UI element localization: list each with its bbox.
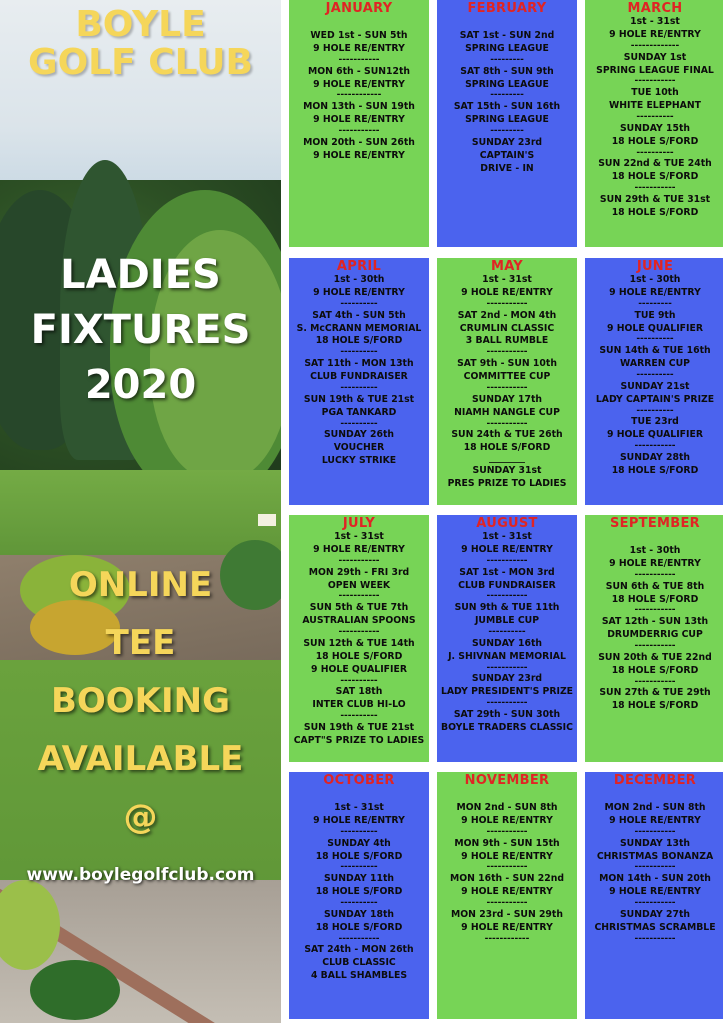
fixture-line: SUNDAY 17th (471, 393, 543, 405)
month-card-january (289, 0, 429, 247)
fixture-separator: ________ (489, 454, 525, 465)
fixture-separator: ----------- (634, 641, 676, 652)
fixture-line: SAT 1st - SUN 2nd (459, 30, 555, 41)
online-booking-line: TEE (105, 623, 176, 663)
fixture-line: MON 6th - SUN12th (307, 65, 411, 77)
online-booking-notice (0, 556, 281, 846)
fixture-line: PGA TANKARD (321, 406, 397, 418)
month-card-december (585, 772, 723, 1019)
fixture-line: SAT 2nd - MON 4th (457, 309, 557, 321)
fixture-line: 9 HOLE RE/ENTRY (609, 557, 701, 569)
fixtures-heading-line: FIXTURES (30, 307, 251, 353)
fixture-line: MON 29th - FRI 3rd (308, 566, 410, 578)
fixture-line: 9 HOLE QUALIFIER (607, 322, 703, 334)
month-card-february (437, 0, 577, 247)
month-card-july (289, 515, 429, 762)
fixture-line: SUN 19th & TUE 21st (303, 721, 415, 733)
fixture-line: SUNDAY 18th (323, 908, 395, 920)
fixture-separator: ---------- (340, 298, 378, 309)
fixture-line: 9 HOLE RE/ENTRY (313, 286, 405, 298)
fixture-line: 9 HOLE RE/ENTRY (313, 42, 405, 54)
fixture-line: SUNDAY 11th (323, 873, 395, 885)
fixture-line: SAT 1st - MON 3rd (459, 566, 555, 578)
fixture-line: SAT 11th - MON 13th (304, 358, 414, 370)
month-title: SEPTEMBER (610, 516, 700, 531)
fixture-line: 9 HOLE RE/ENTRY (461, 921, 553, 933)
fixture-separator: ------------- (630, 40, 680, 51)
month-title: MAY (490, 259, 524, 274)
fixture-list (437, 802, 577, 944)
fixture-line: INTER CLUB HI-LO (312, 699, 406, 711)
fixture-line: MON 9th - SUN 15th (454, 837, 560, 849)
fixture-line: DRIVE - IN (480, 162, 534, 174)
fixture-separator: ----------- (486, 382, 528, 393)
fixture-separator: --------- (490, 90, 524, 101)
fixture-line: 9 HOLE RE/ENTRY (461, 850, 553, 862)
fixture-separator: --------- (490, 126, 524, 137)
fixture-separator: ---------- (340, 675, 378, 686)
fixture-line: SUNDAY 23rd (471, 136, 543, 148)
fixture-line: 18 HOLE S/FORD (611, 171, 699, 183)
month-title: NOVEMBER (464, 773, 550, 788)
fixture-line: SAT 12th - SUN 13th (601, 616, 709, 628)
fixture-line: SPRING LEAGUE (465, 114, 549, 126)
fixture-line: COMMITTEE CUP (463, 371, 551, 383)
fixture-line: 18 HOLE S/FORD (315, 886, 403, 898)
online-booking-line: @ (123, 797, 158, 837)
fixture-line: SUNDAY 31st (472, 464, 542, 476)
fixture-line: 18 HOLE S/FORD (315, 921, 403, 933)
fixture-line: 9 HOLE RE/ENTRY (313, 814, 405, 826)
fixture-line: CRUMLIN CLASSIC (459, 322, 555, 334)
fixture-line: SAT 15th - SUN 16th (453, 101, 561, 113)
fixture-line: SUN 12th & TUE 14th (303, 637, 415, 649)
fixture-line: 3 BALL RUMBLE (465, 335, 549, 347)
fixture-line: 9 HOLE RE/ENTRY (461, 886, 553, 898)
fixture-separator: ------------ (336, 90, 382, 101)
fixture-separator: ---------- (636, 405, 674, 416)
fixture-line: PRES PRIZE TO LADIES (447, 477, 567, 489)
fixture-separator: ----------- (338, 555, 380, 566)
month-card-april (289, 258, 429, 505)
online-booking-line: ONLINE (68, 565, 213, 605)
fixture-line: MON 16th - SUN 22nd (450, 873, 564, 885)
fixture-line: SAT 29th - SUN 30th (453, 709, 561, 721)
month-title: MARCH (627, 1, 683, 16)
fixture-separator: ---------- (340, 418, 378, 429)
fixture-line: 1st - 31st (334, 531, 384, 542)
fixture-separator: ----------- (634, 933, 676, 944)
fixture-line: 9 HOLE RE/ENTRY (461, 543, 553, 555)
fixture-list (585, 545, 723, 713)
fixture-line: MON 23rd - SUN 29th (451, 908, 563, 920)
fixture-list (289, 274, 429, 468)
fixtures-heading-line: LADIES (60, 252, 221, 298)
fixture-line: SAT 9th - SUN 10th (457, 358, 557, 370)
fixture-separator: ----------- (338, 126, 380, 137)
fixture-line: 1st - 31st (482, 531, 532, 542)
fixture-separator: ---------- (340, 898, 378, 909)
fixture-separator: ----------- (634, 569, 676, 580)
fixture-line: JUMBLE CUP (474, 615, 540, 627)
fixture-line: 1st - 31st (334, 802, 384, 813)
fixture-line: MON 14th - SUN 20th (599, 873, 711, 885)
month-card-august (437, 515, 577, 762)
fixture-line: SPRING LEAGUE FINAL (596, 64, 714, 76)
fixture-line: SPRING LEAGUE (465, 42, 549, 54)
fixture-separator: ----------- (486, 298, 528, 309)
fixture-line: TUE 10th (631, 87, 679, 99)
course-sign (258, 514, 276, 526)
fixture-line: 9 HOLE QUALIFIER (607, 429, 703, 441)
fixture-line: SUN 27th & TUE 29th (599, 687, 711, 699)
fixture-line: SUN 29th & TUE 31st (599, 194, 711, 206)
fixture-list (437, 30, 577, 176)
fixture-separator: ---------- (636, 334, 674, 345)
golf-course-photo (0, 0, 281, 1023)
fixture-separator: ---------- (636, 147, 674, 158)
fixture-line: CLUB CLASSIC (322, 957, 396, 969)
fixture-line: MON 2nd - SUN 8th (456, 802, 558, 813)
fixture-line: CLUB FUNDRAISER (458, 579, 556, 591)
fixture-line: TUE 23rd (631, 416, 679, 428)
fixture-line: SUNDAY 13th (619, 837, 691, 849)
fixture-separator: ----------- (486, 591, 528, 602)
fixture-separator: --------- (638, 298, 672, 309)
fixture-line: 1st - 30th (629, 274, 681, 285)
month-title: OCTOBER (323, 773, 395, 788)
fixture-line: 9 HOLE RE/ENTRY (461, 286, 553, 298)
month-title: DECEMBER (613, 773, 697, 788)
fixture-separator: ---------- (340, 862, 378, 873)
fixture-line: SUN 6th & TUE 8th (605, 580, 705, 592)
fixture-line: 1st - 30th (629, 545, 681, 556)
fixture-line: WARREN CUP (620, 358, 690, 370)
fixture-separator: ---------- (636, 370, 674, 381)
fixture-line: 9 HOLE RE/ENTRY (461, 814, 553, 826)
fixture-line: OPEN WEEK (327, 579, 391, 591)
fixture-separator: ----------- (634, 183, 676, 194)
fixture-separator: --------- (490, 54, 524, 65)
fixture-line: SUN 9th & TUE 11th (454, 602, 560, 614)
fixture-line: 4 BALL SHAMBLES (310, 970, 408, 982)
fixture-line: SAT 24th - MON 26th (304, 944, 414, 956)
month-title: AUGUST (476, 516, 538, 531)
fixture-line: MON 2nd - SUN 8th (604, 802, 706, 813)
fixture-separator: ----------- (634, 862, 676, 873)
fixture-line: 9 HOLE RE/ENTRY (313, 149, 405, 161)
fixture-line: 1st - 31st (630, 16, 680, 27)
fixture-line: SUN 24th & TUE 26th (451, 429, 563, 441)
fixture-line: 18 HOLE S/FORD (315, 650, 403, 662)
fixture-line: CAPTAIN'S (479, 149, 535, 161)
fixture-list (585, 274, 723, 478)
fixture-line: 1st - 31st (482, 274, 532, 285)
month-card-october (289, 772, 429, 1019)
fixture-line: CLUB FUNDRAISER (310, 371, 408, 383)
fixture-separator: ---------- (340, 382, 378, 393)
fixture-line: SUNDAY 16th (471, 637, 543, 649)
month-card-november (437, 772, 577, 1019)
fixture-line: SUNDAY 1st (623, 51, 687, 63)
fixture-line: 9 HOLE QUALIFIER (311, 663, 407, 675)
fixture-line: SUN 5th & TUE 7th (309, 602, 409, 614)
fixture-line: 18 HOLE S/FORD (611, 664, 699, 676)
fixture-line: 9 HOLE RE/ENTRY (609, 286, 701, 298)
fixture-separator: ----------- (338, 54, 380, 65)
fixture-line: S. McCRANN MEMORIAL (296, 322, 422, 334)
fixture-line: AUSTRALIAN SPOONS (302, 615, 416, 627)
fixture-line: 9 HOLE RE/ENTRY (313, 543, 405, 555)
month-title: JANUARY (325, 1, 393, 16)
club-name-line: BOYLE (75, 4, 206, 45)
online-booking-line: BOOKING (50, 681, 231, 721)
fixture-line: 18 HOLE S/FORD (315, 850, 403, 862)
fixture-line: NIAMH NANGLE CUP (454, 406, 560, 418)
fixture-line: SUNDAY 28th (619, 452, 691, 464)
fixture-line: 9 HOLE RE/ENTRY (609, 814, 701, 826)
fixture-line: 9 HOLE RE/ENTRY (313, 114, 405, 126)
fixture-line: CHRISTMAS SCRAMBLE (594, 921, 716, 933)
fixture-line: SUN 20th & TUE 22nd (598, 651, 712, 663)
fixture-separator: ---------- (340, 711, 378, 722)
fixture-separator: ----------- (338, 591, 380, 602)
fixture-line: SUNDAY 21st (620, 380, 690, 392)
fixture-line: SUNDAY 23rd (471, 673, 543, 685)
fixture-line: CAPT"S PRIZE TO LADIES (293, 734, 425, 746)
fixture-line: 9 HOLE RE/ENTRY (313, 78, 405, 90)
fixture-line: SUN 19th & TUE 21st (303, 393, 415, 405)
month-card-september (585, 515, 723, 762)
fixture-list (289, 802, 429, 983)
fixture-line: TUE 9th (634, 309, 676, 321)
month-title: JUNE (636, 259, 674, 274)
fixture-line: SAT 4th - SUN 5th (312, 309, 406, 321)
fixture-separator: ----------- (634, 76, 676, 87)
fixture-separator: ------------ (484, 933, 530, 944)
fixture-separator: ----------- (634, 441, 676, 452)
fixture-line: SUN 22nd & TUE 24th (598, 158, 712, 170)
fixture-line: 18 HOLE S/FORD (611, 464, 699, 476)
fixture-separator: ---------- (488, 627, 526, 638)
online-booking-line: AVAILABLE (37, 739, 244, 779)
fixture-separator: ----------- (486, 698, 528, 709)
month-title: JULY (342, 516, 376, 531)
fixture-line: MON 13th - SUN 19th (303, 101, 415, 113)
fixtures-heading (0, 248, 281, 413)
fixture-line: SUNDAY 26th (323, 429, 395, 441)
fixture-separator: ----------- (338, 627, 380, 638)
fixture-separator: ----------- (486, 555, 528, 566)
fixture-separator: ----------- (634, 826, 676, 837)
fixture-line: BOYLE TRADERS CLASSIC (441, 721, 573, 733)
shrub (30, 960, 120, 1020)
fixture-separator: ----------- (338, 933, 380, 944)
fixture-list (437, 531, 577, 735)
fixture-separator: ----------- (486, 826, 528, 837)
fixture-list (289, 30, 429, 163)
fixture-separator: ---------- (340, 826, 378, 837)
fixture-line: SUNDAY 4th (327, 837, 391, 849)
month-card-june (585, 258, 723, 505)
fixture-list (585, 802, 723, 944)
fixture-line: LADY CAPTAIN'S PRIZE (595, 393, 715, 405)
fixture-line: LUCKY STRIKE (321, 455, 397, 467)
fixture-list (289, 531, 429, 748)
fixture-line: SAT 18th (335, 686, 383, 698)
fixture-line: VOUCHER (333, 442, 385, 454)
fixture-line: 18 HOLE S/FORD (611, 593, 699, 605)
fixture-line: SAT 8th - SUN 9th (460, 65, 554, 77)
fixture-line: SUN 14th & TUE 16th (599, 345, 711, 357)
fixture-separator: ----------- (634, 676, 676, 687)
fixture-separator: ----------- (486, 418, 528, 429)
fixture-line: 9 HOLE RE/ENTRY (609, 886, 701, 898)
website-link[interactable]: www.boylegolfclub.com (26, 865, 255, 885)
fixture-line: WED 1st - SUN 5th (310, 30, 408, 41)
fixture-separator: ---------- (636, 112, 674, 123)
fixture-separator: ----------- (486, 898, 528, 909)
fixture-separator: ----------- (634, 605, 676, 616)
fixture-separator: ----------- (634, 898, 676, 909)
fixture-line: 18 HOLE S/FORD (611, 700, 699, 712)
fixture-list (585, 16, 723, 220)
fixture-separator: ----------- (486, 862, 528, 873)
fixture-line: SUNDAY 15th (619, 122, 691, 134)
fixture-separator: ----------- (486, 662, 528, 673)
club-name-line: GOLF CLUB (28, 42, 253, 83)
fixture-separator: ---------- (340, 347, 378, 358)
fixture-line: 18 HOLE S/FORD (463, 442, 551, 454)
month-card-march (585, 0, 723, 247)
fixture-line: MON 20th - SUN 26th (303, 136, 415, 148)
fixture-separator: ----------- (486, 347, 528, 358)
fixture-line: CHRISTMAS BONANZA (596, 850, 714, 862)
fixture-line: SUNDAY 27th (619, 908, 691, 920)
fixture-line: 18 HOLE S/FORD (611, 135, 699, 147)
fixture-line: LADY PRESIDENT'S PRIZE (440, 686, 574, 698)
fixture-line: WHITE ELEPHANT (609, 100, 701, 112)
month-card-may (437, 258, 577, 505)
fixture-line: 9 HOLE RE/ENTRY (609, 28, 701, 40)
fixture-line: DRUMDERRIG CUP (607, 629, 703, 641)
fixtures-heading-line: 2020 (84, 362, 197, 408)
fixture-line: SPRING LEAGUE (465, 78, 549, 90)
fixture-line: J. SHIVNAN MEMORIAL (448, 650, 566, 662)
month-title: FEBRUARY (467, 1, 547, 16)
fixture-line: 18 HOLE S/FORD (611, 206, 699, 218)
fixture-line: 18 HOLE S/FORD (315, 335, 403, 347)
month-title: APRIL (336, 259, 382, 274)
fixture-list (437, 274, 577, 491)
fixture-line: 1st - 30th (333, 274, 385, 285)
club-name (0, 6, 281, 82)
